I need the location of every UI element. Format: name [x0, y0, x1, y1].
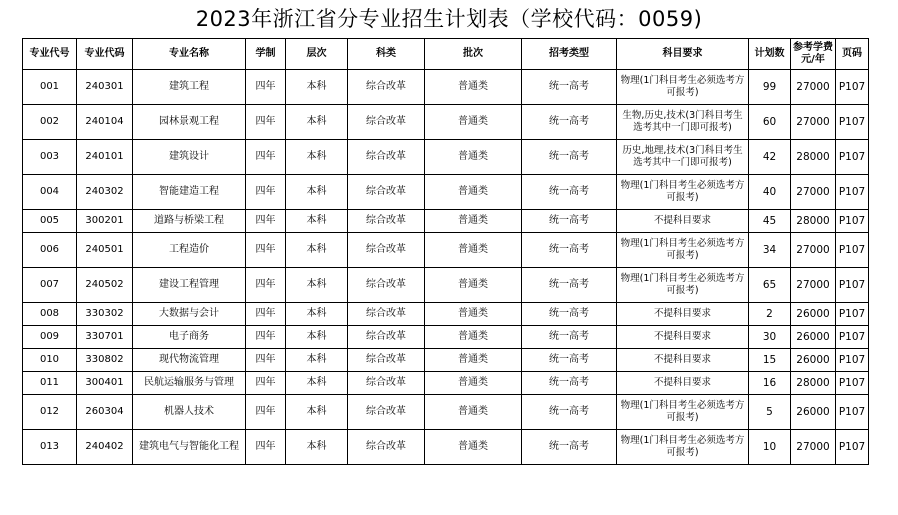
major-number-cell: 007	[23, 268, 77, 303]
tuition-cell: 27000	[791, 70, 836, 105]
column-header: 批次	[425, 39, 522, 70]
admission-type-cell: 统一高考	[522, 233, 617, 268]
column-header: 科目要求	[617, 39, 749, 70]
major-name-cell: 机器人技术	[133, 395, 246, 430]
major-code-cell: 330701	[77, 326, 133, 349]
tuition-cell: 27000	[791, 430, 836, 465]
tuition-cell: 28000	[791, 372, 836, 395]
subject-requirement-cell: 不提科目要求	[617, 349, 749, 372]
major-name-cell: 电子商务	[133, 326, 246, 349]
plan-count-cell: 5	[749, 395, 791, 430]
admission-type-cell: 统一高考	[522, 372, 617, 395]
tuition-cell: 26000	[791, 395, 836, 430]
tuition-cell: 27000	[791, 175, 836, 210]
level-cell: 本科	[286, 70, 348, 105]
column-header: 专业代码	[77, 39, 133, 70]
subject-requirement-cell: 物理(1门科目考生必须选考方可报考)	[617, 175, 749, 210]
duration-cell: 四年	[246, 268, 286, 303]
major-code-cell: 240501	[77, 233, 133, 268]
page-cell: P107	[836, 326, 869, 349]
subject-requirement-cell: 历史,地理,技术(3门科目考生选考其中一门即可报考)	[617, 140, 749, 175]
duration-cell: 四年	[246, 140, 286, 175]
level-cell: 本科	[286, 395, 348, 430]
enrollment-plan-table	[22, 38, 869, 465]
column-header: 参考学费元/年	[791, 39, 836, 70]
major-number-cell: 005	[23, 210, 77, 233]
batch-cell: 普通类	[425, 395, 522, 430]
batch-cell: 普通类	[425, 326, 522, 349]
level-cell: 本科	[286, 372, 348, 395]
batch-cell: 普通类	[425, 268, 522, 303]
major-number-cell: 004	[23, 175, 77, 210]
table-row	[23, 303, 869, 326]
major-code-cell: 260304	[77, 395, 133, 430]
page-cell: P107	[836, 395, 869, 430]
major-name-cell: 建筑工程	[133, 70, 246, 105]
table-header-row	[23, 39, 869, 70]
tuition-cell: 27000	[791, 268, 836, 303]
subject-requirement-cell: 物理(1门科目考生必须选考方可报考)	[617, 395, 749, 430]
page-title: 2023年浙江省分专业招生计划表（学校代码：0059)	[195, 7, 703, 31]
level-cell: 本科	[286, 233, 348, 268]
page-cell: P107	[836, 140, 869, 175]
admission-type-cell: 统一高考	[522, 268, 617, 303]
page-cell: P107	[836, 233, 869, 268]
duration-cell: 四年	[246, 372, 286, 395]
batch-cell: 普通类	[425, 430, 522, 465]
page-cell: P107	[836, 70, 869, 105]
column-header: 学制	[246, 39, 286, 70]
major-number-cell: 003	[23, 140, 77, 175]
column-header: 科类	[348, 39, 425, 70]
batch-cell: 普通类	[425, 233, 522, 268]
major-number-cell: 011	[23, 372, 77, 395]
category-cell: 综合改革	[348, 105, 425, 140]
batch-cell: 普通类	[425, 349, 522, 372]
plan-count-cell: 10	[749, 430, 791, 465]
major-code-cell: 330802	[77, 349, 133, 372]
major-number-cell: 001	[23, 70, 77, 105]
table-row	[23, 233, 869, 268]
page-cell: P107	[836, 303, 869, 326]
column-header: 专业代号	[23, 39, 77, 70]
subject-requirement-cell: 不提科目要求	[617, 210, 749, 233]
level-cell: 本科	[286, 303, 348, 326]
page-cell: P107	[836, 105, 869, 140]
major-name-cell: 民航运输服务与管理	[133, 372, 246, 395]
category-cell: 综合改革	[348, 372, 425, 395]
plan-count-cell: 30	[749, 326, 791, 349]
admission-type-cell: 统一高考	[522, 349, 617, 372]
major-name-cell: 智能建造工程	[133, 175, 246, 210]
tuition-cell: 27000	[791, 105, 836, 140]
tuition-cell: 26000	[791, 303, 836, 326]
subject-requirement-cell: 物理(1门科目考生必须选考方可报考)	[617, 70, 749, 105]
plan-count-cell: 60	[749, 105, 791, 140]
major-code-cell: 300201	[77, 210, 133, 233]
major-code-cell: 240301	[77, 70, 133, 105]
category-cell: 综合改革	[348, 233, 425, 268]
major-name-cell: 建筑电气与智能化工程	[133, 430, 246, 465]
table-row	[23, 349, 869, 372]
page-cell: P107	[836, 175, 869, 210]
category-cell: 综合改革	[348, 70, 425, 105]
duration-cell: 四年	[246, 233, 286, 268]
major-code-cell: 240302	[77, 175, 133, 210]
duration-cell: 四年	[246, 175, 286, 210]
table-row	[23, 105, 869, 140]
tuition-cell: 27000	[791, 233, 836, 268]
table-row	[23, 175, 869, 210]
major-number-cell: 006	[23, 233, 77, 268]
page-cell: P107	[836, 372, 869, 395]
subject-requirement-cell: 物理(1门科目考生必须选考方可报考)	[617, 233, 749, 268]
page-cell: P107	[836, 430, 869, 465]
duration-cell: 四年	[246, 210, 286, 233]
major-code-cell: 330302	[77, 303, 133, 326]
major-name-cell: 大数据与会计	[133, 303, 246, 326]
level-cell: 本科	[286, 430, 348, 465]
column-header: 计划数	[749, 39, 791, 70]
column-header: 页码	[836, 39, 869, 70]
subject-requirement-cell: 不提科目要求	[617, 303, 749, 326]
table-row	[23, 210, 869, 233]
major-number-cell: 008	[23, 303, 77, 326]
tuition-cell: 28000	[791, 210, 836, 233]
category-cell: 综合改革	[348, 140, 425, 175]
table-row	[23, 372, 869, 395]
admission-type-cell: 统一高考	[522, 326, 617, 349]
plan-count-cell: 2	[749, 303, 791, 326]
duration-cell: 四年	[246, 430, 286, 465]
major-number-cell: 009	[23, 326, 77, 349]
batch-cell: 普通类	[425, 105, 522, 140]
page-cell: P107	[836, 268, 869, 303]
column-header: 招考类型	[522, 39, 617, 70]
column-header: 专业名称	[133, 39, 246, 70]
duration-cell: 四年	[246, 70, 286, 105]
category-cell: 综合改革	[348, 303, 425, 326]
plan-count-cell: 16	[749, 372, 791, 395]
plan-count-cell: 42	[749, 140, 791, 175]
admission-type-cell: 统一高考	[522, 70, 617, 105]
plan-count-cell: 15	[749, 349, 791, 372]
admission-type-cell: 统一高考	[522, 175, 617, 210]
table-row	[23, 140, 869, 175]
admission-type-cell: 统一高考	[522, 140, 617, 175]
major-name-cell: 建筑设计	[133, 140, 246, 175]
duration-cell: 四年	[246, 349, 286, 372]
duration-cell: 四年	[246, 303, 286, 326]
batch-cell: 普通类	[425, 303, 522, 326]
category-cell: 综合改革	[348, 430, 425, 465]
major-name-cell: 工程造价	[133, 233, 246, 268]
level-cell: 本科	[286, 140, 348, 175]
major-code-cell: 240104	[77, 105, 133, 140]
category-cell: 综合改革	[348, 175, 425, 210]
category-cell: 综合改革	[348, 210, 425, 233]
batch-cell: 普通类	[425, 175, 522, 210]
major-code-cell: 240402	[77, 430, 133, 465]
subject-requirement-cell: 物理(1门科目考生必须选考方可报考)	[617, 268, 749, 303]
duration-cell: 四年	[246, 395, 286, 430]
admission-type-cell: 统一高考	[522, 105, 617, 140]
plan-count-cell: 65	[749, 268, 791, 303]
subject-requirement-cell: 生物,历史,技术(3门科目考生选考其中一门即可报考)	[617, 105, 749, 140]
plan-count-cell: 34	[749, 233, 791, 268]
duration-cell: 四年	[246, 105, 286, 140]
subject-requirement-cell: 不提科目要求	[617, 326, 749, 349]
admission-type-cell: 统一高考	[522, 430, 617, 465]
plan-count-cell: 99	[749, 70, 791, 105]
subject-requirement-cell: 物理(1门科目考生必须选考方可报考)	[617, 430, 749, 465]
major-name-cell: 建设工程管理	[133, 268, 246, 303]
batch-cell: 普通类	[425, 140, 522, 175]
tuition-cell: 26000	[791, 326, 836, 349]
category-cell: 综合改革	[348, 326, 425, 349]
major-number-cell: 013	[23, 430, 77, 465]
table-row	[23, 395, 869, 430]
table-row	[23, 70, 869, 105]
major-name-cell: 道路与桥梁工程	[133, 210, 246, 233]
table-row	[23, 430, 869, 465]
major-number-cell: 002	[23, 105, 77, 140]
major-name-cell: 园林景观工程	[133, 105, 246, 140]
plan-count-cell: 45	[749, 210, 791, 233]
column-header: 层次	[286, 39, 348, 70]
admission-type-cell: 统一高考	[522, 303, 617, 326]
level-cell: 本科	[286, 349, 348, 372]
batch-cell: 普通类	[425, 210, 522, 233]
level-cell: 本科	[286, 326, 348, 349]
major-code-cell: 240101	[77, 140, 133, 175]
page-cell: P107	[836, 210, 869, 233]
batch-cell: 普通类	[425, 372, 522, 395]
major-code-cell: 300401	[77, 372, 133, 395]
level-cell: 本科	[286, 175, 348, 210]
page-cell: P107	[836, 349, 869, 372]
duration-cell: 四年	[246, 326, 286, 349]
category-cell: 综合改革	[348, 349, 425, 372]
category-cell: 综合改革	[348, 268, 425, 303]
category-cell: 综合改革	[348, 395, 425, 430]
tuition-cell: 26000	[791, 349, 836, 372]
major-number-cell: 010	[23, 349, 77, 372]
major-code-cell: 240502	[77, 268, 133, 303]
table-row	[23, 268, 869, 303]
level-cell: 本科	[286, 210, 348, 233]
tuition-cell: 28000	[791, 140, 836, 175]
major-number-cell: 012	[23, 395, 77, 430]
level-cell: 本科	[286, 105, 348, 140]
subject-requirement-cell: 不提科目要求	[617, 372, 749, 395]
level-cell: 本科	[286, 268, 348, 303]
plan-count-cell: 40	[749, 175, 791, 210]
major-name-cell: 现代物流管理	[133, 349, 246, 372]
admission-type-cell: 统一高考	[522, 395, 617, 430]
table-row	[23, 326, 869, 349]
batch-cell: 普通类	[425, 70, 522, 105]
admission-type-cell: 统一高考	[522, 210, 617, 233]
